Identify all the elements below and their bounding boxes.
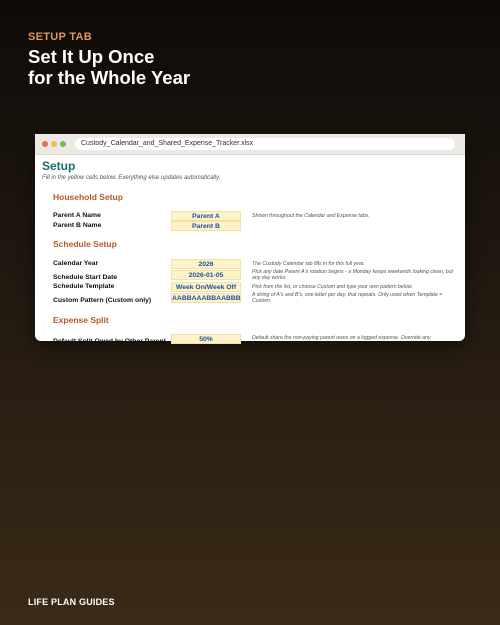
default-split-input[interactable]: 50% <box>171 334 241 344</box>
calendar-year-note: The Custody Calendar tab fills in for this full year. <box>252 261 365 267</box>
maximize-window-icon[interactable] <box>60 141 66 147</box>
sheet-title: Setup <box>42 159 76 173</box>
window-titlebar <box>35 134 465 155</box>
schedule-template-note: Pick from the list, or choose Custom and type your own pattern below. <box>252 284 413 290</box>
headline-line-1: Set It Up Once <box>28 46 155 67</box>
schedule-template-label: Schedule Template <box>53 283 115 290</box>
minimize-window-icon[interactable] <box>51 141 57 147</box>
household-section-heading: Household Setup <box>53 192 123 202</box>
default-split-note: Default share the non-paying parent owes on a logged expense. Override any <box>252 335 431 341</box>
filename-bar: Custody_Calendar_and_Shared_Expense_Tracker.xlsx <box>75 138 455 150</box>
parent-b-input[interactable]: Parent B <box>171 221 241 231</box>
start-date-input[interactable]: 2026-01-05 <box>171 270 241 280</box>
close-window-icon[interactable] <box>42 141 48 147</box>
start-date-note: Pick any date Parent A's rotation begins - a Monday keeps weekends looking clean, but any day works. <box>252 269 453 281</box>
parent-a-input[interactable]: Parent A <box>171 211 241 221</box>
parent-names-note: Shown throughout the Calendar and Expense tabs. <box>252 213 370 219</box>
calendar-year-input[interactable]: 2026 <box>171 259 241 269</box>
parent-a-label: Parent A Name <box>53 212 101 219</box>
schedule-section-heading: Schedule Setup <box>53 239 117 249</box>
default-split-label: Default Split Owed by Other Parent <box>53 338 166 345</box>
custom-pattern-note: A string of A's and B's, one letter per day, that repeats. Only used when Template = Custom. <box>252 292 443 304</box>
parent-b-label: Parent B Name <box>53 222 102 229</box>
setup-sheet <box>35 155 465 345</box>
start-date-label: Schedule Start Date <box>53 274 118 281</box>
headline-line-2: for the Whole Year <box>28 67 191 88</box>
calendar-year-label: Calendar Year <box>53 260 99 267</box>
custom-pattern-input[interactable]: AABBAAABBAABBB <box>172 295 241 302</box>
schedule-template-select[interactable]: Week On/Week Off <box>171 282 241 292</box>
headline <box>28 46 190 88</box>
custom-pattern-label: Custom Pattern (Custom only) <box>53 297 152 304</box>
section-eyebrow: SETUP TAB <box>28 31 93 43</box>
expense-section-heading: Expense Split <box>53 315 109 325</box>
brand-footer: LIFE PLAN GUIDES <box>28 597 115 607</box>
sheet-subtitle: Fill in the yellow cells below. Everything else updates automatically. <box>42 175 221 181</box>
spreadsheet-window <box>35 134 465 345</box>
